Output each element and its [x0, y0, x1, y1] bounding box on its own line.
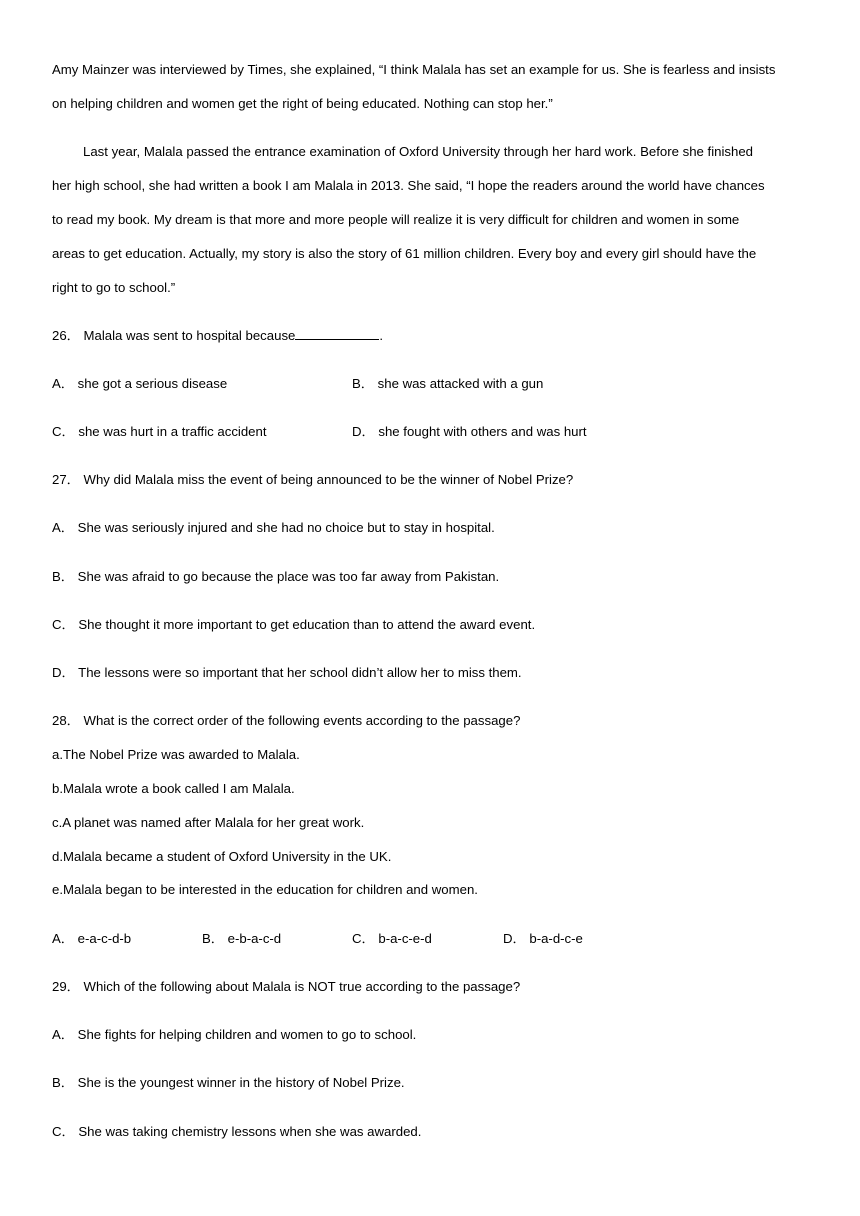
question-27-option-c: C． She thought it more important to get education than to attend the award event.: [52, 617, 536, 632]
question-26-period: .: [379, 328, 384, 343]
passage-p1-line2: on helping children and women get the right of being educated. Nothing can stop her.”: [52, 96, 553, 111]
passage-p1-line1: Amy Mainzer was interviewed by Times, she explained, “I think Malala has set an example for us. She is fearless and insists: [52, 62, 776, 77]
question-26-option-d: D． she fought with others and was hurt: [352, 424, 587, 439]
question-26-option-b: B． she was attacked with a gun: [352, 376, 544, 391]
question-28-option-a: A． e-a-c-d-b: [52, 931, 132, 946]
question-28-stem: 28． What is the correct order of the following events according to the passage?: [52, 713, 521, 728]
question-26-text: 26． Malala was sent to hospital because: [52, 328, 296, 343]
passage-p2-line2: her high school, she had written a book I am Malala in 2013. She said, “I hope the readers around the world have chances: [52, 178, 765, 193]
question-28-event-b: b.Malala wrote a book called I am Malala.: [52, 781, 295, 796]
question-29-option-a: A． She fights for helping children and women to go to school.: [52, 1027, 417, 1042]
passage-p2-line5: right to go to school.”: [52, 280, 176, 295]
question-28-event-e: e.Malala began to be interested in the education for children and women.: [52, 882, 478, 897]
question-26-option-c: C． she was hurt in a traffic accident: [52, 424, 267, 439]
question-29-option-b: B． She is the youngest winner in the history of Nobel Prize.: [52, 1075, 405, 1090]
question-27-option-a: A． She was seriously injured and she had no choice but to stay in hospital.: [52, 520, 495, 535]
question-28-option-c: C． b-a-c-e-d: [352, 931, 432, 946]
question-28-event-c: c.A planet was named after Malala for her great work.: [52, 815, 365, 830]
question-28-event-a: a.The Nobel Prize was awarded to Malala.: [52, 747, 300, 762]
question-27-stem: 27． Why did Malala miss the event of being announced to be the winner of Nobel Prize?: [52, 472, 574, 487]
question-26-stem: [52, 327, 383, 345]
question-27-option-b: B． She was afraid to go because the place was too far away from Pakistan.: [52, 569, 500, 584]
passage-p2-line4: areas to get education. Actually, my story is also the story of 61 million children. Every boy and every girl should have the: [52, 246, 757, 261]
passage-p2-line3: to read my book. My dream is that more and more people will realize it is very difficult for children and women in some: [52, 212, 740, 227]
question-29-option-c: C． She was taking chemistry lessons when she was awarded.: [52, 1124, 422, 1139]
question-28-option-b: B． e-b-a-c-d: [202, 931, 282, 946]
question-29-stem: 29． Which of the following about Malala is NOT true according to the passage?: [52, 979, 521, 994]
passage-p2-line1: Last year, Malala passed the entrance examination of Oxford University through her hard work. Before she finished: [83, 144, 753, 159]
question-28-option-d: D． b-a-d-c-e: [503, 931, 583, 946]
question-26-option-a: A． she got a serious disease: [52, 376, 228, 391]
question-27-option-d: D． The lessons were so important that her school didn’t allow her to miss them.: [52, 665, 522, 680]
answer-blank: [295, 327, 379, 340]
question-28-event-d: d.Malala became a student of Oxford University in the UK.: [52, 849, 392, 864]
